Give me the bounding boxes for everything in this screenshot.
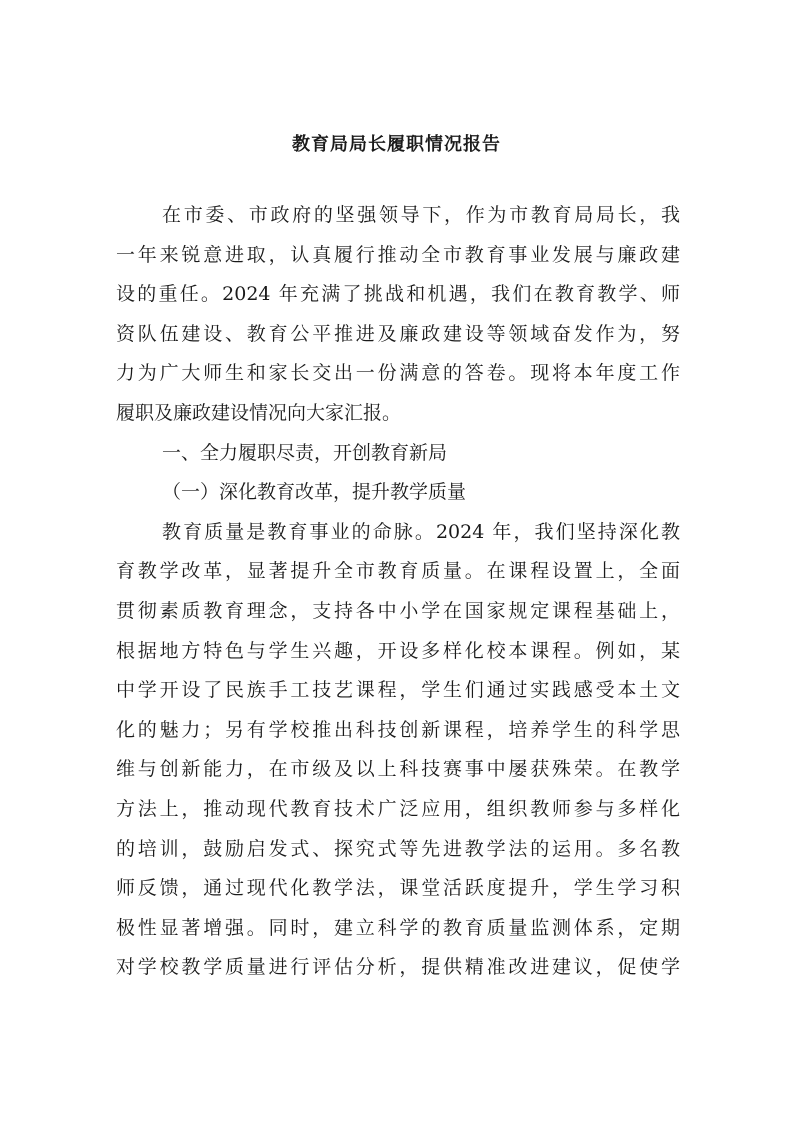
text-line: 育教学改革，显著提升全市教育质量。在课程设置上，全面 bbox=[116, 560, 680, 583]
text-line: 中学开设了民族手工技艺课程，学生们通过实践感受本土文 bbox=[116, 679, 680, 702]
text-line: 设的重任。2024 年充满了挑战和机遇，我们在教育教学、师 bbox=[116, 283, 680, 306]
text-line: 在市委、市政府的坚强领导下，作为市教育局局长，我 bbox=[162, 204, 680, 226]
text-line: 一、全力履职尽责，开创教育新局 bbox=[162, 441, 448, 464]
text-line: 师反馈，通过现代化教学法，课堂活跃度提升，学生学习积 bbox=[116, 877, 680, 900]
text-line: 一年来锐意进取，认真履行推动全市教育事业发展与廉政建 bbox=[116, 243, 680, 266]
text-line: 极性显著增强。同时，建立科学的教育质量监测体系，定期 bbox=[116, 916, 680, 939]
text-line: 对学校教学质量进行评估分析，提供精准改进建议，促使学 bbox=[116, 956, 680, 979]
document-body bbox=[116, 196, 680, 988]
document-title: 教育局局长履职情况报告 bbox=[292, 134, 501, 155]
text-line: 化的魅力；另有学校推出科技创新课程，培养学生的科学思 bbox=[116, 718, 680, 741]
text-line: 力为广大师生和家长交出一份满意的答卷。现将本年度工作 bbox=[116, 362, 680, 385]
text-line: 维与创新能力，在市级及以上科技赛事中屡获殊荣。在教学 bbox=[116, 758, 680, 781]
text-line: 资队伍建设、教育公平推进及廉政建设等领域奋发作为，努 bbox=[116, 322, 680, 345]
text-line: 教育质量是教育事业的命脉。2024 年，我们坚持深化教 bbox=[162, 520, 680, 543]
text-line: 方法上，推动现代教育技术广泛应用，组织教师参与多样化 bbox=[116, 797, 680, 820]
text-line: 的培训，鼓励启发式、探究式等先进教学法的运用。多名教 bbox=[116, 837, 680, 860]
text-line: 根据地方特色与学生兴趣，开设多样化校本课程。例如，某 bbox=[116, 639, 680, 662]
text-line: （一）深化教育改革，提升教学质量 bbox=[162, 481, 467, 504]
text-line: 贯彻素质教育理念，支持各中小学在国家规定课程基础上， bbox=[116, 599, 680, 622]
text-line: 履职及廉政建设情况向大家汇报。 bbox=[116, 401, 402, 424]
